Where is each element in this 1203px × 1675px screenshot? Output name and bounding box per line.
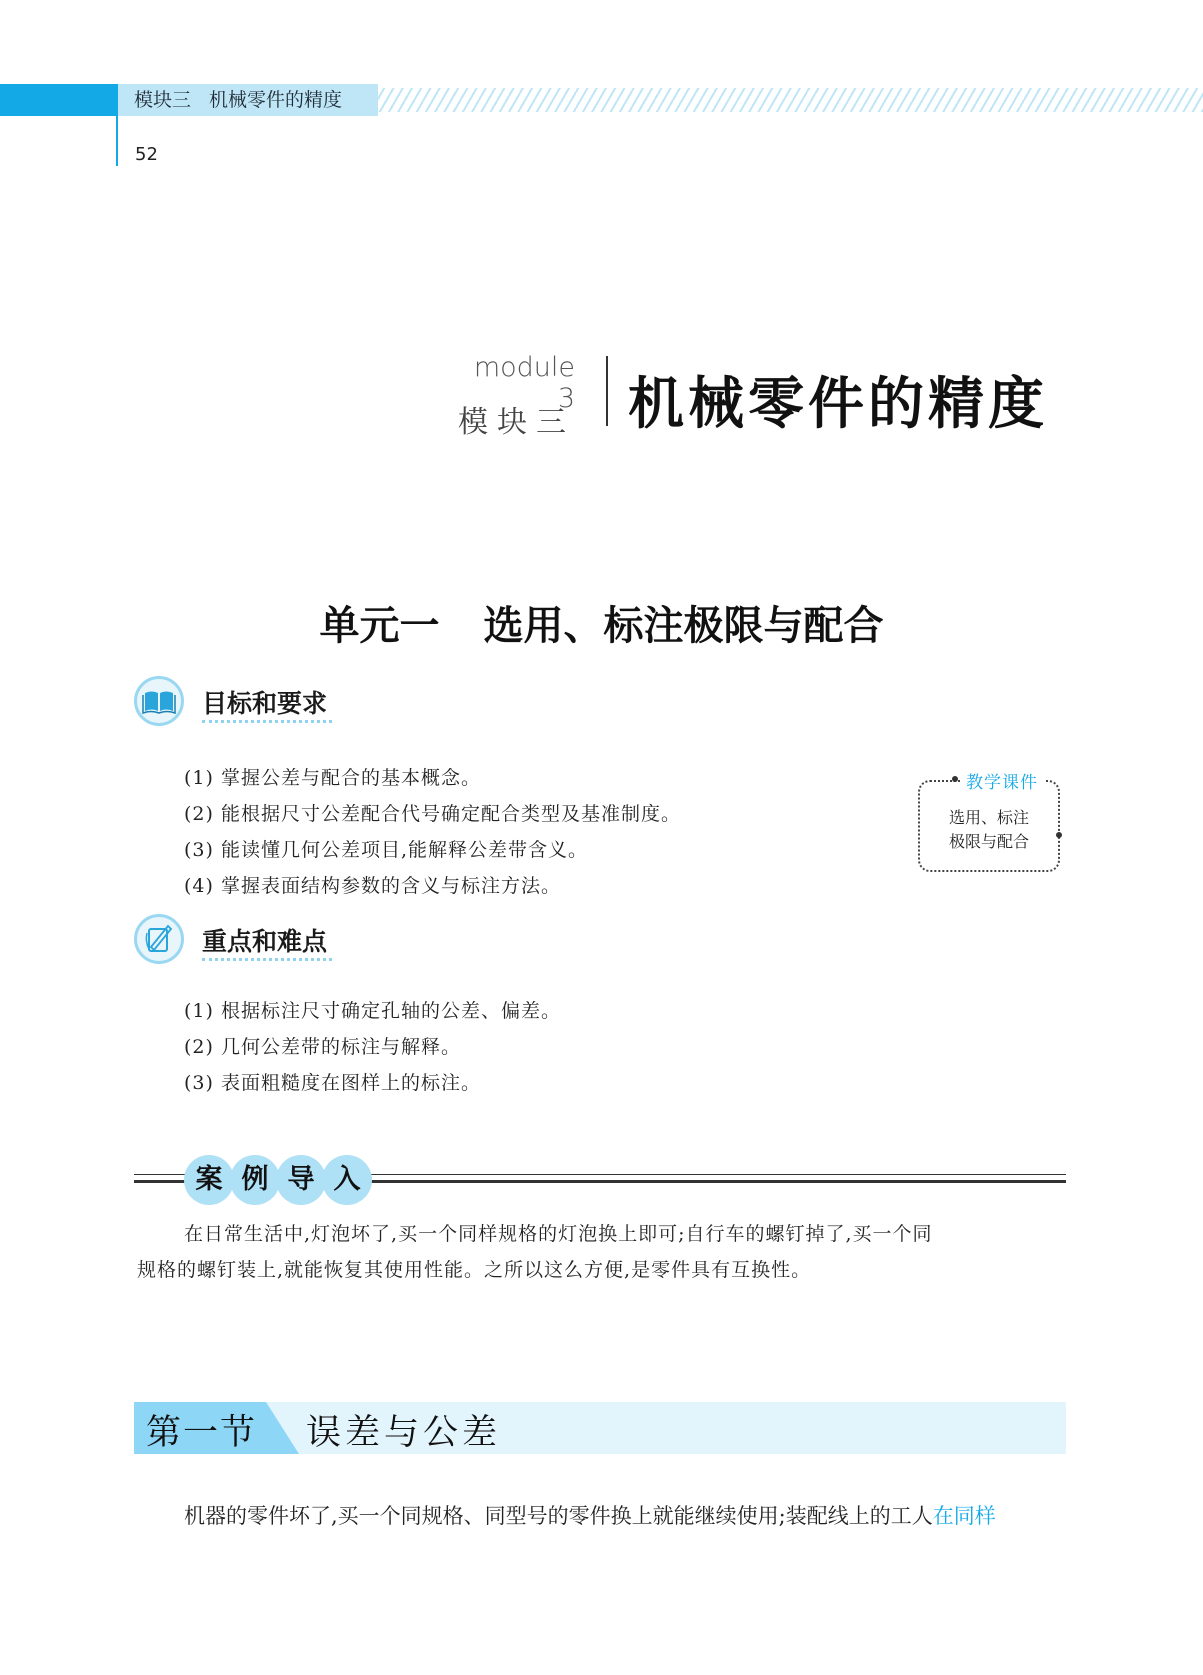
case-heading-char: 入 bbox=[322, 1155, 372, 1205]
courseware-title: 教学课件 bbox=[960, 768, 1044, 793]
page-number: 52 bbox=[135, 144, 158, 165]
body-link[interactable]: 在同样 bbox=[932, 1504, 996, 1528]
header-accent-bar bbox=[0, 84, 118, 116]
keypoints-heading-text: 重点和难点 bbox=[202, 927, 328, 956]
courseware-line: 极限与配合 bbox=[948, 832, 1029, 851]
courseware-line: 选用、标注 bbox=[948, 808, 1029, 827]
body-text: 机器的零件坏了,买一个同规格、同型号的零件换上就能继续使用;装配线上的工人 bbox=[184, 1504, 933, 1528]
notepad-pen-icon bbox=[134, 914, 184, 964]
list-item: (3) 能读懂几何公差项目,能解释公差带含义。 bbox=[184, 839, 588, 861]
unit-title bbox=[0, 594, 1203, 651]
list-item: (2) 能根据尺寸公差配合代号确定配合类型及基准制度。 bbox=[184, 803, 681, 825]
body-paragraph bbox=[184, 1500, 996, 1530]
list-item: (1) 根据标注尺寸确定孔轴的公差、偏差。 bbox=[184, 1000, 561, 1022]
header-vertical-rule bbox=[116, 116, 118, 166]
courseware-body[interactable] bbox=[918, 806, 1060, 854]
module-title: 机械零件的精度 bbox=[628, 372, 1048, 437]
list-item: (2) 几何公差带的标注与解释。 bbox=[184, 1036, 461, 1058]
list-item: (1) 掌握公差与配合的基本概念。 bbox=[184, 767, 481, 789]
case-heading-char: 案 bbox=[184, 1155, 234, 1205]
case-intro-paragraph bbox=[137, 1216, 1067, 1288]
case-heading-char: 例 bbox=[230, 1155, 280, 1205]
module-separator bbox=[606, 356, 608, 426]
open-book-icon bbox=[134, 676, 184, 726]
list-item: (3) 表面粗糙度在图样上的标注。 bbox=[184, 1072, 481, 1094]
running-header bbox=[118, 84, 378, 116]
keypoints-heading-underline bbox=[202, 958, 332, 961]
unit-name: 选用、标注极限与配合 bbox=[483, 602, 884, 649]
goals-list bbox=[184, 760, 681, 904]
module-label-en: module 3 bbox=[473, 352, 575, 414]
list-item: (4) 掌握表面结构参数的含义与标注方法。 bbox=[184, 875, 561, 897]
goals-heading-text: 目标和要求 bbox=[202, 689, 328, 718]
section-title: 误差与公差 bbox=[306, 1413, 502, 1453]
courseware-dot bbox=[952, 776, 958, 782]
header-stripes bbox=[373, 88, 1203, 112]
module-label-cn: 模块三 bbox=[458, 405, 575, 440]
case-line: 在日常生活中,灯泡坏了,买一个同样规格的灯泡换上即可;自行车的螺钉掉了,买一个同 bbox=[184, 1223, 933, 1245]
case-heading-char: 导 bbox=[276, 1155, 326, 1205]
section-number: 第一节 bbox=[146, 1413, 258, 1453]
running-header-module: 模块三 bbox=[134, 89, 192, 111]
goals-heading-underline bbox=[202, 720, 332, 723]
running-header-title: 机械零件的精度 bbox=[209, 89, 343, 111]
keypoints-list bbox=[184, 993, 561, 1101]
unit-number: 单元一 bbox=[319, 602, 440, 649]
case-line: 规格的螺钉装上,就能恢复其使用性能。之所以这么方便,是零件具有互换性。 bbox=[137, 1259, 812, 1281]
